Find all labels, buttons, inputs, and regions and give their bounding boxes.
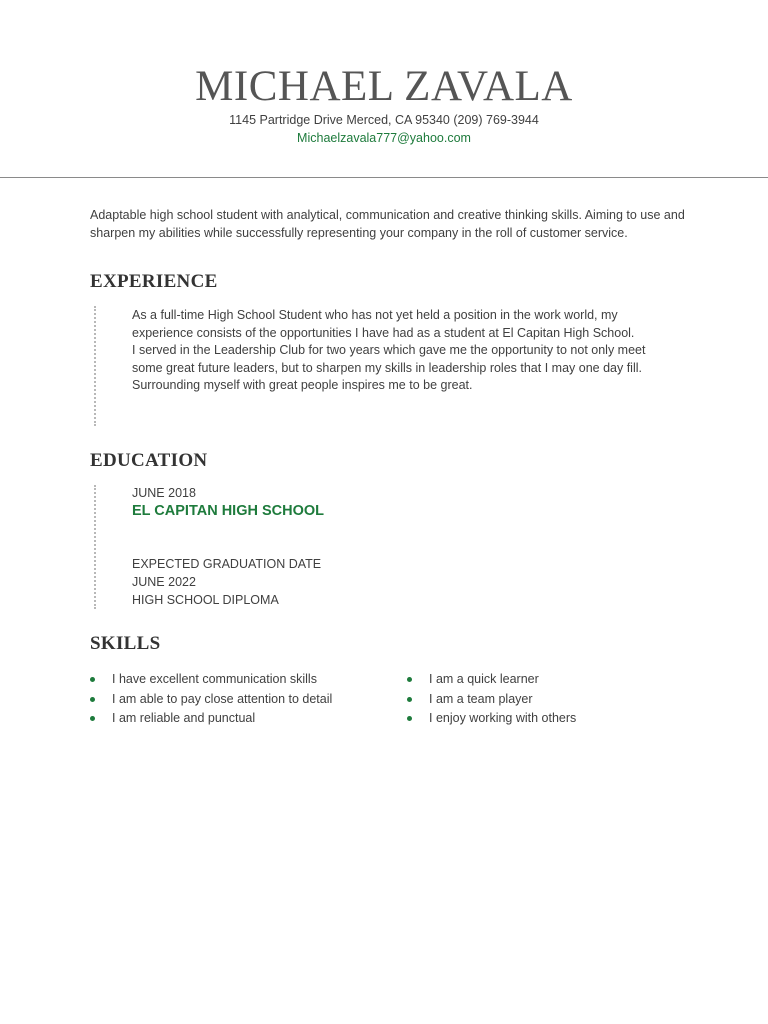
bullet-icon [407, 716, 412, 721]
resume-name: MICHAEL ZAVALA [195, 63, 573, 110]
skill-text: I have excellent communication skills [112, 672, 317, 686]
bullet-icon [90, 697, 95, 702]
skill-item [90, 690, 332, 710]
skills-heading: SKILLS [90, 633, 161, 654]
expected-graduation-label: EXPECTED GRADUATION DATE [132, 557, 322, 571]
skill-item [90, 670, 332, 690]
skills-list-left [90, 670, 332, 729]
contact-info: 1145 Partridge Drive Merced, CA 95340 (209) 769-3944 [229, 113, 539, 127]
experience-heading: EXPERIENCE [90, 271, 218, 292]
skill-item [90, 709, 332, 729]
experience-text [132, 307, 672, 395]
skill-text: I am a quick learner [429, 672, 539, 686]
experience-line: Surrounding myself with great people inspires me to be great. [132, 378, 473, 392]
skill-text: I enjoy working with others [429, 711, 577, 725]
header-divider [0, 177, 768, 178]
skill-text: I am a team player [429, 691, 533, 706]
experience-line: I served in the Leadership Club for two years which gave me the opportunity to not only meet [132, 343, 646, 357]
bullet-icon [90, 716, 95, 721]
skill-item [407, 670, 576, 690]
skill-item [407, 690, 576, 710]
experience-line: As a full-time High School Student who has not yet held a position in the work world, my [132, 308, 618, 322]
education-divider [94, 485, 96, 609]
summary-paragraph: Adaptable high school student with analytical, communication and creative thinking skills. Aiming to use and sharpen my abilities while successfully representing your company in the roll of customer service. [90, 208, 685, 240]
diploma: HIGH SCHOOL DIPLOMA [132, 593, 279, 607]
expected-graduation-date: JUNE 2022 [132, 575, 196, 589]
skill-item [407, 709, 576, 729]
bullet-icon [407, 697, 412, 702]
skill-text: I am reliable and punctual [112, 711, 256, 725]
bullet-icon [90, 677, 95, 682]
experience-line: some great future leaders, but to sharpen my skills in leadership roles that I may one day fill. [132, 360, 642, 375]
skills-list-right [407, 670, 576, 729]
school-name: EL CAPITAN HIGH SCHOOL [132, 503, 324, 519]
experience-divider [94, 306, 96, 426]
email-address: Michaelzavala777@yahoo.com [297, 131, 471, 145]
education-heading: EDUCATION [90, 450, 208, 471]
experience-line: experience consists of the opportunities I have had as a student at El Capitan High School. [132, 325, 635, 340]
education-date: JUNE 2018 [132, 486, 196, 500]
bullet-icon [407, 677, 412, 682]
skill-text: I am able to pay close attention to detail [112, 691, 333, 706]
